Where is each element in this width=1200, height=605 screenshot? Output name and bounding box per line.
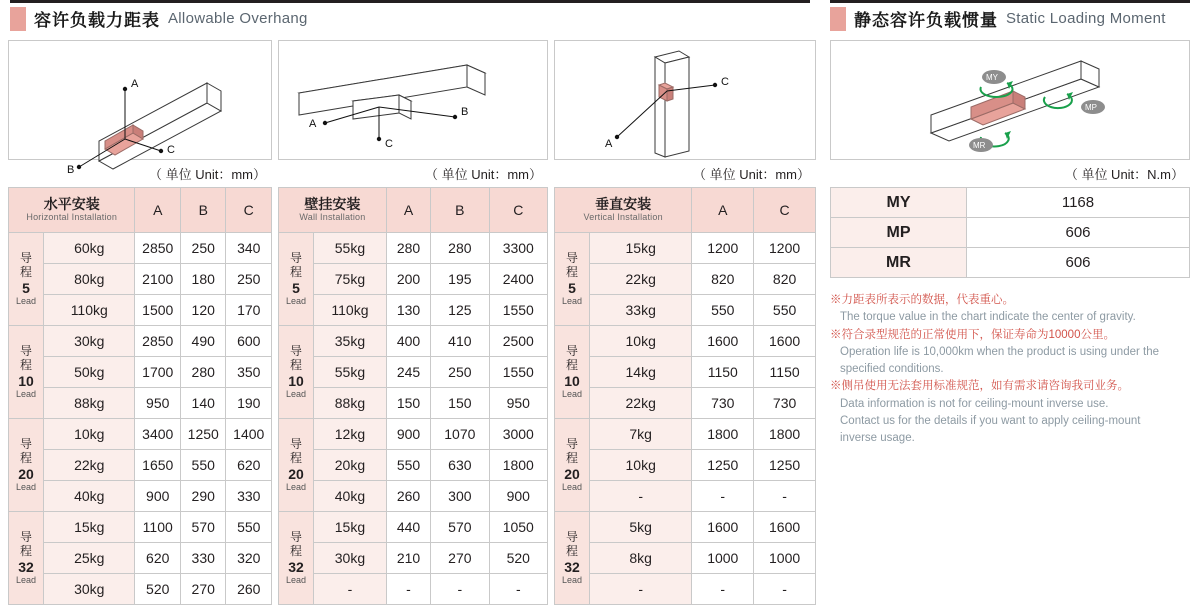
table-row: [555, 574, 816, 605]
load-cell: 33kg: [590, 295, 692, 326]
load-cell: 110kg: [314, 295, 387, 326]
load-cell: 30kg: [314, 543, 387, 574]
section-title-en-left: Allowable Overhang: [168, 10, 308, 27]
value-cell: 1250: [754, 450, 816, 481]
load-cell: 60kg: [44, 233, 135, 264]
table-row: [279, 357, 548, 388]
table-row: [555, 295, 816, 326]
value-cell: 1050: [489, 512, 547, 543]
svg-text:C: C: [385, 138, 393, 150]
section-header-moment: [830, 6, 1190, 31]
value-cell: 900: [489, 481, 547, 512]
value-cell: 125: [431, 295, 489, 326]
value-cell: -: [692, 481, 754, 512]
panel-wall-installation: [278, 40, 548, 605]
table-row: [555, 357, 816, 388]
table-header-row: [555, 188, 816, 233]
table-row: [9, 574, 272, 605]
value-cell: 250: [431, 357, 489, 388]
value-cell: 950: [489, 388, 547, 419]
svg-text:B: B: [67, 164, 75, 176]
load-cell: 40kg: [314, 481, 387, 512]
load-cell: 55kg: [314, 233, 387, 264]
load-cell: 50kg: [44, 357, 135, 388]
note-en: Contact us for the details if you want to apply ceiling-mount: [840, 414, 1141, 427]
load-cell: 15kg: [314, 512, 387, 543]
value-cell: 3400: [135, 419, 181, 450]
moment-row: [831, 188, 1190, 218]
column-header-a: A: [135, 188, 181, 233]
value-cell: 130: [386, 295, 430, 326]
load-cell: 30kg: [44, 326, 135, 357]
value-cell: 180: [180, 264, 226, 295]
value-cell: 340: [226, 233, 272, 264]
table-header-row: [9, 188, 272, 233]
lead-cell: 导 程 32 Lead: [555, 512, 590, 605]
table-row: [9, 326, 272, 357]
value-cell: 2100: [135, 264, 181, 295]
value-cell: 820: [754, 264, 816, 295]
moment-row: [831, 248, 1190, 278]
value-cell: 730: [754, 388, 816, 419]
column-header-a: A: [692, 188, 754, 233]
value-cell: 400: [386, 326, 430, 357]
value-cell: 730: [692, 388, 754, 419]
table-row: [279, 388, 548, 419]
note-cn: ※侧吊使用无法套用标准规范，如有需求请咨询我司业务。: [830, 380, 1129, 393]
lead-cell: 导 程 5 Lead: [279, 233, 314, 326]
value-cell: 1250: [180, 419, 226, 450]
table-row: [9, 450, 272, 481]
load-cell: 35kg: [314, 326, 387, 357]
value-cell: 1550: [489, 295, 547, 326]
lead-cell: 导 程 5 Lead: [9, 233, 44, 326]
value-cell: 3000: [489, 419, 547, 450]
lead-cell: 导 程 20 Lead: [279, 419, 314, 512]
note-cn: ※力距表所表示的数据，代表重心。: [830, 294, 1014, 306]
load-cell: 15kg: [44, 512, 135, 543]
lead-cell: 导 程 5 Lead: [555, 233, 590, 326]
load-cell: 22kg: [590, 264, 692, 295]
value-cell: 1000: [692, 543, 754, 574]
value-cell: 1000: [754, 543, 816, 574]
lead-cell: 导 程 20 Lead: [555, 419, 590, 512]
table-row: [279, 326, 548, 357]
value-cell: -: [431, 574, 489, 605]
value-cell: 250: [226, 264, 272, 295]
moment-label: MP: [831, 218, 967, 248]
moment-value: 606: [967, 248, 1190, 278]
value-cell: 260: [386, 481, 430, 512]
moment-value: 1168: [967, 188, 1190, 218]
figure-vertical: [554, 40, 816, 160]
value-cell: 1600: [692, 512, 754, 543]
value-cell: 950: [135, 388, 181, 419]
table-row: [9, 543, 272, 574]
load-cell: 10kg: [590, 326, 692, 357]
accent-swatch-left: [10, 7, 26, 31]
value-cell: 290: [180, 481, 226, 512]
note-en: Operation life is 10,000km when the product is using under the: [840, 345, 1159, 358]
table-row: [9, 419, 272, 450]
value-cell: 320: [226, 543, 272, 574]
value-cell: 280: [431, 233, 489, 264]
value-cell: 280: [386, 233, 430, 264]
panel-vertical-installation: [554, 40, 816, 605]
table-row: [555, 326, 816, 357]
value-cell: 410: [431, 326, 489, 357]
moment-row: [831, 218, 1190, 248]
table-row: [555, 512, 816, 543]
value-cell: 280: [180, 357, 226, 388]
column-header-b: B: [431, 188, 489, 233]
table-row: [9, 264, 272, 295]
value-cell: 1550: [489, 357, 547, 388]
notes-block: [830, 292, 1190, 447]
load-cell: 88kg: [44, 388, 135, 419]
value-cell: 550: [386, 450, 430, 481]
value-cell: 170: [226, 295, 272, 326]
value-cell: 260: [226, 574, 272, 605]
load-cell: 12kg: [314, 419, 387, 450]
value-cell: 1150: [692, 357, 754, 388]
value-cell: 195: [431, 264, 489, 295]
figure-wall: [278, 40, 548, 160]
accent-swatch-right: [830, 7, 846, 31]
value-cell: 250: [180, 233, 226, 264]
lead-cell: 导 程 10 Lead: [279, 326, 314, 419]
value-cell: 270: [431, 543, 489, 574]
value-cell: 520: [135, 574, 181, 605]
value-cell: 350: [226, 357, 272, 388]
table-row: [279, 574, 548, 605]
value-cell: 1150: [754, 357, 816, 388]
load-cell: 15kg: [590, 233, 692, 264]
table-row: [9, 357, 272, 388]
value-cell: 620: [135, 543, 181, 574]
value-cell: 570: [431, 512, 489, 543]
value-cell: 1600: [754, 326, 816, 357]
table-horizontal: [8, 187, 272, 605]
value-cell: 140: [180, 388, 226, 419]
table-row: [555, 264, 816, 295]
value-cell: 150: [431, 388, 489, 419]
value-cell: 440: [386, 512, 430, 543]
column-header-c: C: [226, 188, 272, 233]
table-row: [279, 543, 548, 574]
lead-cell: 导 程 32 Lead: [279, 512, 314, 605]
value-cell: 550: [754, 295, 816, 326]
table-row: [279, 233, 548, 264]
note-cn: ※符合录型规范的正常使用下，保证寿命为10000公里。: [830, 328, 1115, 341]
load-cell: 22kg: [590, 388, 692, 419]
moment-label: MY: [831, 188, 967, 218]
table-row: [555, 233, 816, 264]
load-cell: 5kg: [590, 512, 692, 543]
svg-text:MP: MP: [1085, 103, 1097, 112]
value-cell: 520: [489, 543, 547, 574]
value-cell: 2400: [489, 264, 547, 295]
value-cell: 1500: [135, 295, 181, 326]
table-row: [555, 450, 816, 481]
load-cell: 110kg: [44, 295, 135, 326]
value-cell: 200: [386, 264, 430, 295]
value-cell: 1800: [489, 450, 547, 481]
load-cell: 20kg: [314, 450, 387, 481]
value-cell: -: [489, 574, 547, 605]
svg-text:MR: MR: [973, 141, 986, 150]
load-cell: 7kg: [590, 419, 692, 450]
value-cell: 1650: [135, 450, 181, 481]
value-cell: 600: [226, 326, 272, 357]
moment-value: 606: [967, 218, 1190, 248]
table-vertical: [554, 187, 816, 605]
table-title-cell: 水平安装 Horizontal Installation: [9, 188, 135, 233]
load-cell: 8kg: [590, 543, 692, 574]
table-row: [279, 481, 548, 512]
unit-label-wall: （ 单位 Unit：mm）: [424, 167, 542, 182]
value-cell: 630: [431, 450, 489, 481]
table-row: [279, 419, 548, 450]
value-cell: -: [754, 481, 816, 512]
value-cell: 2850: [135, 233, 181, 264]
section-title-cn-right: 静态容许负载惯量: [854, 11, 998, 30]
load-cell: 75kg: [314, 264, 387, 295]
table-wall: [278, 187, 548, 605]
value-cell: 570: [180, 512, 226, 543]
load-cell: 40kg: [44, 481, 135, 512]
section-header-overhang: [10, 6, 810, 31]
value-cell: 2500: [489, 326, 547, 357]
note-en: Data information is not for ceiling-mount inverse use.: [840, 397, 1109, 410]
value-cell: 150: [386, 388, 430, 419]
value-cell: 1100: [135, 512, 181, 543]
value-cell: 900: [135, 481, 181, 512]
load-cell: 88kg: [314, 388, 387, 419]
lead-cell: 导 程 10 Lead: [9, 326, 44, 419]
load-cell: 55kg: [314, 357, 387, 388]
table-static-loading-moment: [830, 187, 1190, 278]
svg-text:MY: MY: [986, 73, 998, 82]
load-cell: 25kg: [44, 543, 135, 574]
value-cell: 3300: [489, 233, 547, 264]
lead-cell: 导 程 32 Lead: [9, 512, 44, 605]
value-cell: 245: [386, 357, 430, 388]
value-cell: 1800: [754, 419, 816, 450]
value-cell: 550: [180, 450, 226, 481]
value-cell: 820: [692, 264, 754, 295]
column-header-b: B: [180, 188, 226, 233]
value-cell: 300: [431, 481, 489, 512]
value-cell: -: [386, 574, 430, 605]
unit-label-horizontal: （ 单位 Unit：mm）: [148, 167, 266, 182]
value-cell: 270: [180, 574, 226, 605]
load-cell: 14kg: [590, 357, 692, 388]
unit-label-moment: （ 单位 Unit：N.m）: [1064, 167, 1184, 182]
value-cell: 330: [226, 481, 272, 512]
load-cell: 10kg: [44, 419, 135, 450]
value-cell: 190: [226, 388, 272, 419]
note-en: specified conditions.: [840, 363, 944, 375]
value-cell: 1800: [692, 419, 754, 450]
figure-moment: [830, 40, 1190, 160]
value-cell: 1250: [692, 450, 754, 481]
table-row: [555, 481, 816, 512]
lead-cell: 导 程 10 Lead: [555, 326, 590, 419]
column-header-a: A: [386, 188, 430, 233]
svg-text:C: C: [167, 144, 175, 156]
svg-text:B: B: [461, 106, 469, 118]
value-cell: 120: [180, 295, 226, 326]
value-cell: 330: [180, 543, 226, 574]
load-cell: 10kg: [590, 450, 692, 481]
table-row: [555, 543, 816, 574]
table-row: [279, 264, 548, 295]
load-cell: -: [590, 574, 692, 605]
table-row: [279, 512, 548, 543]
load-cell: 30kg: [44, 574, 135, 605]
table-row: [279, 450, 548, 481]
svg-text:A: A: [131, 78, 139, 90]
table-row: [9, 233, 272, 264]
load-cell: -: [590, 481, 692, 512]
column-header-c: C: [754, 188, 816, 233]
table-row: [279, 295, 548, 326]
value-cell: 1200: [754, 233, 816, 264]
table-row: [9, 512, 272, 543]
header-rule-left: [10, 0, 810, 3]
unit-label-vertical: （ 单位 Unit：mm）: [692, 167, 810, 182]
table-title-cell: 垂直安装 Vertical Installation: [555, 188, 692, 233]
column-header-c: C: [489, 188, 547, 233]
value-cell: 490: [180, 326, 226, 357]
svg-text:A: A: [309, 118, 317, 130]
value-cell: 1400: [226, 419, 272, 450]
value-cell: 550: [692, 295, 754, 326]
table-title-cell: 壁挂安装 Wall Installation: [279, 188, 387, 233]
value-cell: -: [692, 574, 754, 605]
value-cell: 1070: [431, 419, 489, 450]
table-header-row: [279, 188, 548, 233]
value-cell: 620: [226, 450, 272, 481]
panel-static-loading-moment: [830, 40, 1190, 447]
table-row: [9, 388, 272, 419]
value-cell: 2850: [135, 326, 181, 357]
value-cell: 210: [386, 543, 430, 574]
panel-horizontal-installation: [8, 40, 272, 605]
svg-text:C: C: [721, 76, 729, 88]
note-en: The torque value in the chart indicate the center of gravity.: [840, 311, 1136, 324]
value-cell: -: [754, 574, 816, 605]
table-row: [9, 295, 272, 326]
table-row: [9, 481, 272, 512]
value-cell: 1600: [754, 512, 816, 543]
value-cell: 1600: [692, 326, 754, 357]
load-cell: 80kg: [44, 264, 135, 295]
table-row: [555, 419, 816, 450]
note-en: inverse usage.: [840, 432, 915, 444]
table-row: [555, 388, 816, 419]
lead-cell: 导 程 20 Lead: [9, 419, 44, 512]
section-title-en-right: Static Loading Moment: [1006, 10, 1166, 27]
value-cell: 1700: [135, 357, 181, 388]
svg-text:A: A: [605, 138, 613, 150]
value-cell: 1200: [692, 233, 754, 264]
load-cell: 22kg: [44, 450, 135, 481]
header-rule-right: [830, 0, 1190, 3]
load-cell: -: [314, 574, 387, 605]
value-cell: 900: [386, 419, 430, 450]
moment-label: MR: [831, 248, 967, 278]
value-cell: 550: [226, 512, 272, 543]
section-title-cn-left: 容许负载力距表: [34, 11, 160, 30]
